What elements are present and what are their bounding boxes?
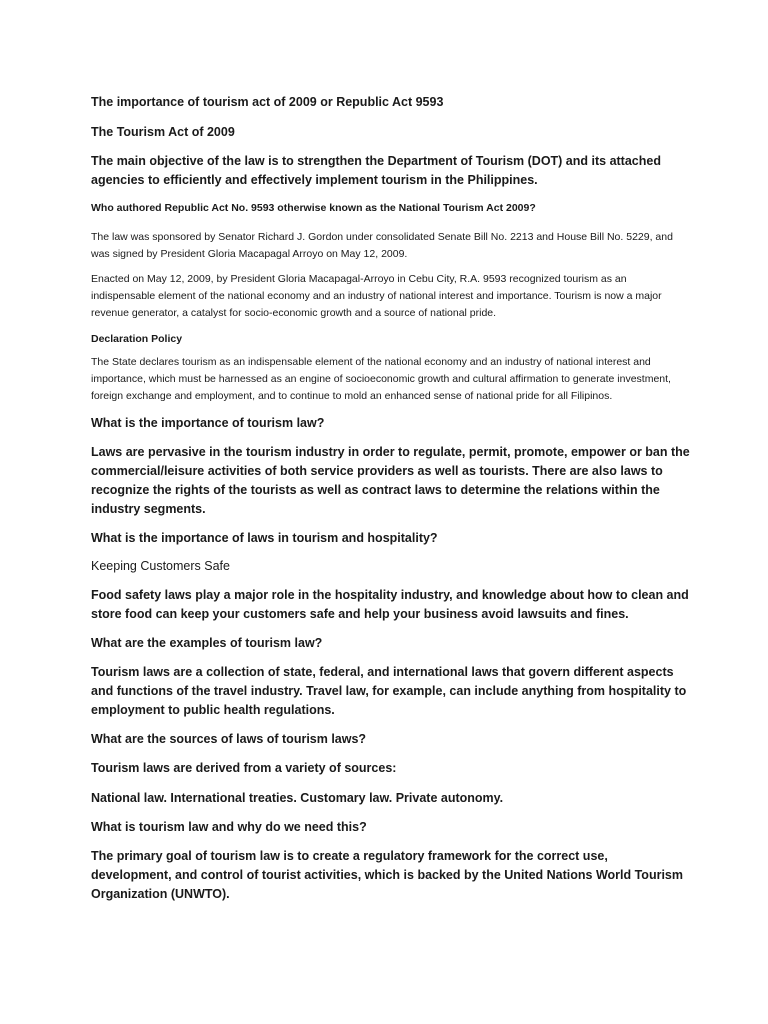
question-sources: What are the sources of laws of tourism laws? <box>91 732 367 746</box>
enacted-paragraph: Enacted on May 12, 2009, by President Gloria Macapagal-Arroyo in Cebu City, R.A. 9593 recognized tourism as an indispensable element of the national economy and an industry of national interest and importance. Tourism is now a major revenue generator, a catalyst for socio-economic growth and a source of national pride. <box>91 273 662 319</box>
keeping-customers-safe: Keeping Customers Safe <box>91 559 230 573</box>
question-hospitality: What is the importance of laws in tourism and hospitality? <box>91 531 438 545</box>
answer-sources-list: National law. International treaties. Customary law. Private autonomy. <box>91 791 504 805</box>
lead-paragraph: The main objective of the law is to strengthen the Department of Tourism (DOT) and its attached agencies to efficiently and effectively implement tourism in the Philippines. <box>91 154 661 187</box>
answer-why: The primary goal of tourism law is to create a regulatory framework for the correct use, development, and control of tourist activities, which is backed by the United Nations World Tourism Organization (UNWTO). <box>91 849 683 901</box>
answer-examples: Tourism laws are a collection of state, federal, and international laws that govern different aspects and functions of the travel industry. Travel law, for example, can include anything from hospitality to employment to public health regulations. <box>91 665 687 717</box>
question-why: What is tourism law and why do we need this? <box>91 820 367 834</box>
question-author: Who authored Republic Act No. 9593 otherwise known as the National Tourism Act 2009? <box>91 202 536 214</box>
question-importance: What is the importance of tourism law? <box>91 416 325 430</box>
declaration-paragraph: The State declares tourism as an indispensable element of the national economy and an industry of national interest and importance, which must be harnessed as an engine of socioeconomic growth and cultural affirmation to generate investment, foreign exchange and employment, and to continue to mold an enhanced sense of national pride for all Filipinos. <box>91 356 671 402</box>
declaration-heading: Declaration Policy <box>91 333 183 345</box>
document-title: The importance of tourism act of 2009 or Republic Act 9593 <box>91 95 444 109</box>
answer-hospitality: Food safety laws play a major role in the hospitality industry, and knowledge about how to clean and store food can keep your customers safe and help your business avoid lawsuits and fines. <box>91 588 689 621</box>
answer-author: The law was sponsored by Senator Richard J. Gordon under consolidated Senate Bill No. 2213 and House Bill No. 5229, and was signed by President Gloria Macapagal Arroyo on May 12, 2009. <box>91 231 673 260</box>
question-examples: What are the examples of tourism law? <box>91 636 323 650</box>
answer-sources-intro: Tourism laws are derived from a variety of sources: <box>91 761 397 775</box>
document-page <box>91 94 691 915</box>
answer-importance: Laws are pervasive in the tourism industry in order to regulate, permit, promote, empower or ban the commercial/leisure activities of both service providers as well as tourists. There are also laws to recognize the rights of the tourists as well as contract laws to determine the relations within the industry segments. <box>91 445 690 516</box>
document-subtitle: The Tourism Act of 2009 <box>91 125 235 139</box>
